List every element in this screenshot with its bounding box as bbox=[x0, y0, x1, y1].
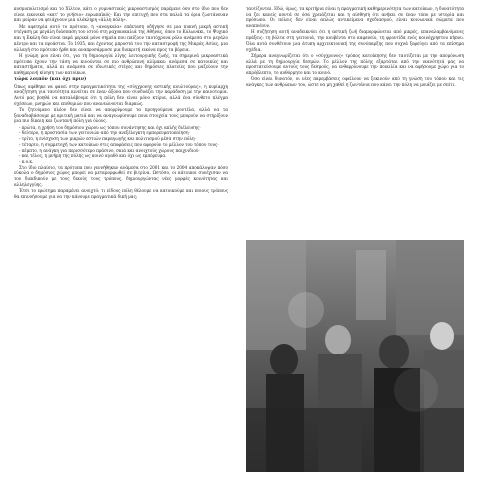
left-intro-paragraph-3: Η γνώμη μου είναι ότι, για τη δημιουργία λίγης λειτουργικής ζωής, τα σημερινά μικροαστικά πρότυπα έχουν την τάση να κινούνται σε πιο ανθρώπινη κλίμακα: ανάμεσα σε κατοικίες και καταστήματα, αλλά κι ανάμεσα σε ιδιωτικές στέγες και δημόσιες πλατείες που μαζεύουν την καθημερινή κίνηση των κατοίκων. bbox=[14, 52, 228, 75]
left-closing-paragraph-2: Έτσι το ερώτημα παραμένει ανοιχτό: τι είδους πόλη θέλουμε να κατοικούμε και ποιους τρόπους θα επινοήσουμε για να την κάνουμε πραγματικά δική μας; bbox=[14, 188, 228, 199]
bullet-item: - κ.ο.κ. bbox=[19, 158, 34, 164]
bullet-item: - πρώτα, η χρήση του δημόσιου χώρου ως τόπου συνάντησης και όχι απλής διέλευσης· bbox=[19, 124, 201, 130]
street-crowd-photo-image bbox=[246, 240, 464, 472]
right-paragraph-4: Όσο είναι δυνατόν, οι νέες παρεμβάσεις οφείλουν να ξεκινούν από τη γνώση του τόπου και τις ανάγκες των ανθρώπων του, ώστε να μη χαθεί η ζωντάνια που κάνει την πόλη να μοιάζει με σπίτι. bbox=[246, 76, 464, 87]
left-column bbox=[14, 6, 228, 200]
section-heading: τώρα λοιπόν (και όχι πριν) bbox=[14, 76, 87, 82]
left-section-paragraph-1: Όπως αφέθηκε να φανεί στην πραγματικότητα της «σύγχρονης αστικής κουλτούρας», η κυρίαρχη αναζήτηση για ταυτότητα κινείται σε έναν άξονα που συνδυάζει την παράδοση με την καινοτομία. Αυτό μας βοηθά να καταλάβουμε ότι η πόλη δεν είναι μόνο κτίρια, αλλά ένα σύνθετο πλέγμα σχέσεων, μνημών και επιθυμιών που ανανεώνονται διαρκώς. bbox=[14, 83, 228, 106]
left-intro-paragraph-2: Με αφετηρία αυτό το πρότυπο, η «αναγκαία» επέκταση οδήγησε σε μια πυκνή μικρή αστική στέγαση με μεγάλη διάσπαση του ιστού στη ραχοκοκαλιά της Αθήνας, όπου το Κολωνάκι, το Ψυχικό και η Εκάλη δεν είναι παρά μερικά μόνο σημεία που παίζουν ταυτόχρονα ρόλο ανάμεσα στο μεγάλο κέντρο και τα προάστια. Το 1935, και έχοντας μπροστά του την καταστροφή της Μικράς Ασίας, μια αλλαγή στο πρότυπο ήρθε και αναπροσάρμοσε μια διακριτή εικόνα προς τα βόρεια. bbox=[14, 23, 228, 52]
bullet-item: - δεύτερο, η προστασία των γειτονιών από την ανεξέλεγκτη εμπορευματοποίηση· bbox=[19, 130, 190, 136]
bullet-item: - πέμπτο, η ανάγκη για περισσότερο πράσινο, σκιά και ανοιχτούς χώρους παιχνιδιού· bbox=[19, 147, 200, 153]
right-paragraph-3: Σήμερα αναγνωρίζεται ότι ο «σύγχρονος» τρόπος κατοίκησης δεν ταυτίζεται με την απομόνωση αλλά με τη δημιουργία δεσμών. Το μέλλον της πόλης εξαρτάται από την ικανότητά μας να προστατεύσουμε αυτούς τους δεσμούς, να ενθαρρύνουμε την ποικιλία και να αφήσουμε χώρο για το απρόβλεπτο, το αυθόρμητο και το κοινό. bbox=[246, 52, 464, 75]
bullet-item: - και τέλος, η μνήμη της πόλης ως κοινό αγαθό και όχι ως εμπόρευμα. bbox=[19, 153, 167, 159]
left-section-paragraph-2: Το ζητούμενο πλέον δεν είναι να απορρίψουμε τα προηγούμενα μοντέλα, αλλά να τα ξαναδιαβάσουμε με κριτική ματιά και να αναγνωρίσουμε ποια στοιχεία τους μπορούν να στηρίξουν μια πιο δίκαιη και ζωντανή πόλη για όλους. bbox=[14, 107, 228, 124]
right-paragraph-1: ταυτίζονται. Εδώ, όμως, τα κριτήρια είναι η πραγματική καθημερινότητα των κατοίκων, η δυνατότητα να ζει κανείς κοντά σε όσα χρειάζεται και η αίσθηση ότι ανήκει σε έναν τόπο με ιστορία και πρόσωπο. Οι πόλεις δεν είναι απλώς αντικείμενα σχεδιασμού, είναι κοινωνικά σώματα που αναπνέουν. bbox=[246, 6, 464, 29]
bullet-item: - τρίτο, η ενίσχυση των μικρών εστιών παραγωγής και πολιτισμού μέσα στην πόλη· bbox=[19, 136, 196, 142]
left-intro-paragraph-1: κοσμοπολιτισμό και το Χίλτον, κάτι ο γυμναστικός μικροαστισμός παρέμενε όσο στο ίδιο που δεν είναι εικονικά «κατ' το γνήσιο» ευρωπαϊκός· Και την επιτυχή που στα παλιά τα όρια ζωντάνευαν και μοίραν να φτιάχνουν μια ολόκληρη «άλλη πόλη». bbox=[14, 6, 228, 23]
street-crowd-photo bbox=[246, 240, 464, 472]
left-closing-paragraph-1: Στο ίδιο πλαίσιο, τα πρότυπα που γεννήθηκαν ανάμεσα στο 2001 και το 2004 αποκάλυψαν πόσο εύκολα ο δημόσιος χώρος μπορεί να μεταμορφωθεί σε βιτρίνα. Ωστόσο, οι κάτοικοι συνέχισαν να τον διεκδικούν με τους δικούς τους τρόπους, δημιουργώντας νέες μορφές κοινότητας και αλληλεγγύης. bbox=[14, 164, 228, 187]
bullet-list bbox=[14, 125, 228, 165]
right-column bbox=[246, 6, 464, 88]
bullet-item: - τέταρτο, η συμμετοχή των κατοίκων στις αποφάσεις που αφορούν το μέλλον του τόπου τους· bbox=[19, 141, 219, 147]
right-paragraph-2: Η συζήτηση αυτή αναδεικνύει ότι η αστική ζωή διαμορφώνεται από μικρές, επαναλαμβανόμενες πράξεις: τη βόλτα στη γειτονιά, την κουβέντα στο καφενείο, τη φροντίδα ενός κοινόχρηστου κήπου. Όλα αυτά συνθέτουν μια άτυπη αρχιτεκτονική της συνύπαρξης που συχνά ξεφεύγει από τα επίσημα σχέδια. bbox=[246, 29, 464, 52]
